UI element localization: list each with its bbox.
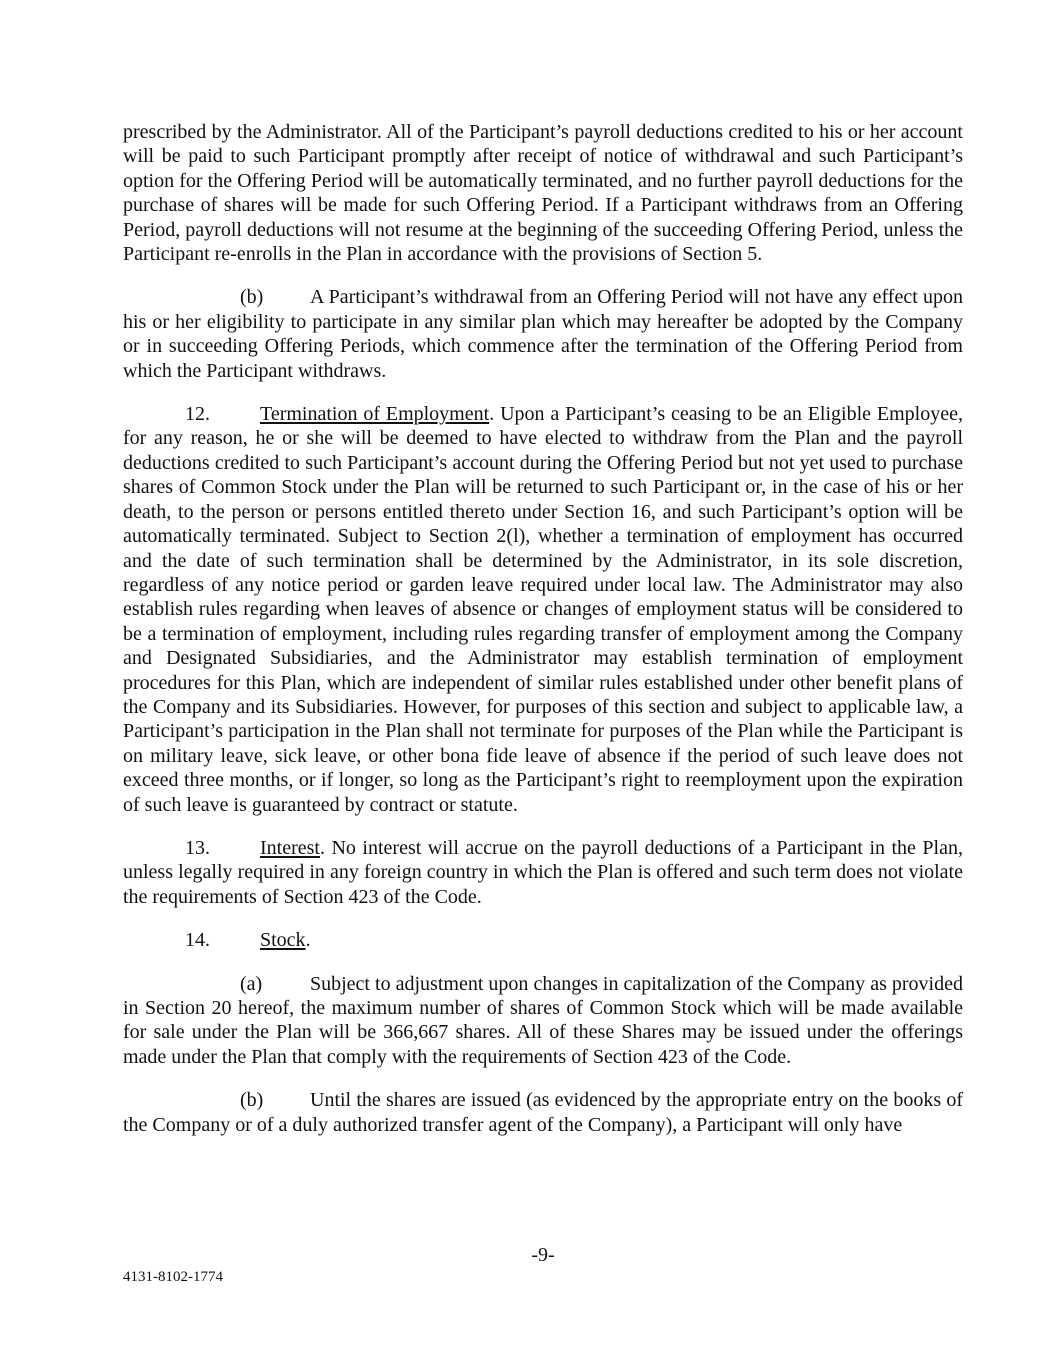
sub-paragraph-marker: (b) [240,286,264,309]
section-13-body: No interest will accrue on the payroll deductions of a Participant in the Plan, unless legally required in any foreign country in which the Plan is offered and such term does not violate the requirements of Section 423 of the Code. [123,836,963,908]
sub-paragraph-marker: (a) [240,972,263,995]
section-13-heading: Interest [260,836,320,859]
section-13-number: 13. [185,836,210,859]
paragraph-withdrawal-sub-b [123,285,963,383]
paragraph-stock-sub-a-text: Subject to adjustment upon changes in capitalization of the Company as provided in Section 20 hereof, the maximum number of shares of Common Stock which will be made available for sale under the Plan will be 366,667 shares. All of these Shares may be issued under the offerings made under the Plan that comply with the requirements of Section 423 of the Code. [123,972,963,1068]
section-12-body: Upon a Participant’s ceasing to be an Eligible Employee, for any reason, he or she will be deemed to have elected to withdraw from the Plan and the payroll deductions credited to such Participant’s account during the Offering Period but not yet used to purchase shares of Common Stock under the Plan will be returned to such Participant or, in the case of his or her death, to the person or persons entitled thereto under Section 16, and such Participant’s option will be automatically terminated. Subject to Section 2(l), whether a termination of employment has occurred and the date of such termination shall be determined by the Administrator, in its sole discretion, regardless of any notice period or garden leave required under local law. The Administrator may also establish rules regarding when leaves of absence or changes of employment status will be considered to be a termination of employment, including rules regarding transfer of employment among the Company and Designated Subsidiaries, and the Administrator may establish termination of employment procedures for this Plan, which are independent of similar rules established under other benefit plans of the Company and its Subsidiaries. However, for purposes of this section and subject to applicable law, a Participant’s participation in the Plan shall not terminate for purposes of the Plan while the Participant is on military leave, sick leave, or other bona fide leave of absence if the period of such leave does not exceed three months, or if longer, so long as the Participant’s right to reemployment upon the expiration of such leave is guaranteed by contract or statute. [123,403,963,816]
section-13-heading-period: . [319,836,325,859]
document-id: 4131-8102-1774 [123,1269,223,1285]
section-12-heading: Termination of Employment [260,403,490,426]
paragraph-section-14 [123,928,963,952]
document-body [123,120,963,1156]
section-12-number: 12. [185,403,210,426]
section-12-heading-period: . [489,403,495,426]
section-14-heading-period: . [305,929,311,952]
paragraph-stock-sub-b [123,1088,963,1137]
paragraph-continuation-text: prescribed by the Administrator. All of the Participant’s payroll deductions credited to his or her account will be paid to such Participant promptly after receipt of notice of withdrawal and such Participant’s option for the Offering Period will be automatically terminated, and no further payroll deductions for the purchase of shares will be made for such Offering Period. If a Participant withdraws from an Offering Period, payroll deductions will not resume at the beginning of the succeeding Offering Period, unless the Participant re-enrolls in the Plan in accordance with the provisions of Section 5. [123,121,963,266]
page-number: -9- [531,1244,555,1266]
section-14-number: 14. [185,929,210,952]
section-14-heading: Stock [260,929,306,952]
sub-paragraph-marker: (b) [240,1089,264,1112]
paragraph-section-12 [123,402,963,817]
paragraph-stock-sub-b-text: Until the shares are issued (as evidenced by the appropriate entry on the books of the Company or of a duly authorized transfer agent of the Company), a Participant will only have [123,1089,963,1136]
paragraph-stock-sub-a [123,972,963,1070]
paragraph-continuation [123,120,963,266]
paragraph-withdrawal-sub-b-text: A Participant’s withdrawal from an Offering Period will not have any effect upon his or her eligibility to participate in any similar plan which may hereafter be adopted by the Company or in succeeding Offering Periods, which commence after the termination of the Offering Period from which the Participant withdraws. [123,286,963,382]
paragraph-section-13 [123,836,963,909]
